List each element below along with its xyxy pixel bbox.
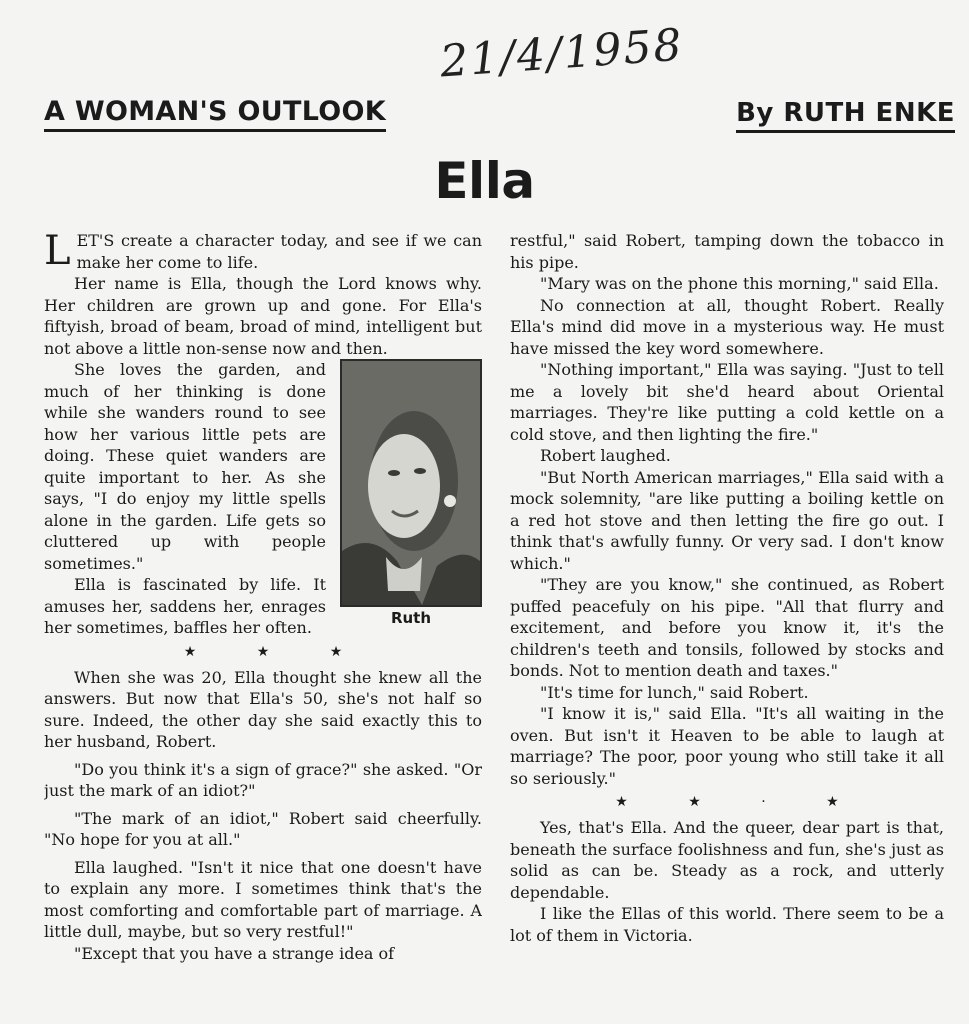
paragraph: She loves the garden, and much of her thinking is done while she wanders round to see how her various little pets are doing. These quiet wanders are quite important to her. As she says, "I do enjoy my little spells alone in the garden. Life gets so cluttered up with people sometimes." [44, 360, 326, 573]
author-photo [340, 359, 482, 607]
paragraph: Yes, that's Ella. And the queer, dear part is that, beneath the surface foolishness and fun, she's just as solid as can be. Steady as a rock, and utterly dependable. [510, 818, 944, 902]
paragraph: Ella is fascinated by life. It amuses her, saddens her, enrages her sometimes, baffles her often. [44, 575, 326, 637]
column-title: A WOMAN'S OUTLOOK [44, 96, 386, 132]
section-divider-stars: ★ ★ · ★ [615, 794, 867, 810]
author-photo-box [340, 359, 482, 629]
portrait-image [342, 361, 480, 605]
photo-caption: Ruth [390, 609, 432, 627]
paragraph: "Do you think it's a sign of grace?" she asked. "Or just the mark of an idiot?" [44, 759, 482, 800]
paragraph: "Mary was on the phone this morning," said Ella. [540, 274, 939, 293]
paragraph: "But North American marriages," Ella said with a mock solemnity, "are like putting a boiling kettle on a red hot stove and then letting the fire go out. I think that's awfully funny. Or very sad. I don't know which." [510, 467, 944, 573]
paragraph: "Nothing important," Ella was saying. "Just to tell me a lovely bit she'd heard about Oriental marriages. They're like putting a cold kettle on a cold stove, and then lighting the fire." [510, 360, 944, 444]
headline: Ella [434, 152, 535, 210]
byline: By RUTH ENKE [736, 98, 955, 133]
section-divider-stars: ★ ★ ★ [183, 643, 371, 660]
drop-cap: L [44, 230, 71, 274]
paragraph: "They are you know," she continued, as Robert puffed peacefuly on his pipe. "All that flurry and excitement, and before you know it, it's the children's teeth and tonsils, followed by stocks and bonds. Not to mention death and taxes." [510, 575, 944, 680]
paragraph: Robert laughed. [540, 446, 671, 465]
paragraph: I like the Ellas of this world. There seem to be a lot of them in Victoria. [510, 904, 944, 945]
paragraph: "Except that you have a strange idea of [74, 943, 395, 963]
handwritten-date: 21/4/1958 [438, 19, 686, 88]
article-column-right [510, 230, 944, 1018]
paragraph: "I know it is," said Ella. "It's all waiting in the oven. But isn't it Heaven to be able to laugh at marriage? The poor, poor young who still take it all so seriously." [510, 704, 944, 788]
lede-text: ET'S create a character today, and see if we can make her come to life. [76, 231, 482, 272]
paragraph: No connection at all, thought Robert. Really Ella's mind did move in a mysterious way. He must have missed the key word somewhere. [510, 295, 944, 358]
paragraph: "It's time for lunch," said Robert. [540, 682, 809, 702]
paragraph: Ella laughed. "Isn't it nice that one doesn't have to explain any more. I sometimes think that's the most comforting and comfortable part of marriage. A little dull, maybe, but so very restful!" [44, 857, 482, 941]
lede-paragraph [44, 230, 482, 273]
paragraph: "The mark of an idiot," Robert said cheerfully. "No hope for you at all." [44, 808, 482, 849]
paragraph: Her name is Ella, though the Lord knows why. Her children are grown up and gone. For Ella's fiftyish, broad of beam, broad of mind, intelligent but not above a little non-sense now and then. [44, 274, 482, 358]
paragraph: When she was 20, Ella thought she knew all the answers. But now that Ella's 50, she's not half so sure. Indeed, the other day she said exactly this to her husband, Robert. [44, 667, 482, 751]
article-column-left [44, 230, 482, 1018]
paragraph-continued: restful," said Robert, tamping down the tobacco in his pipe. [510, 231, 944, 272]
